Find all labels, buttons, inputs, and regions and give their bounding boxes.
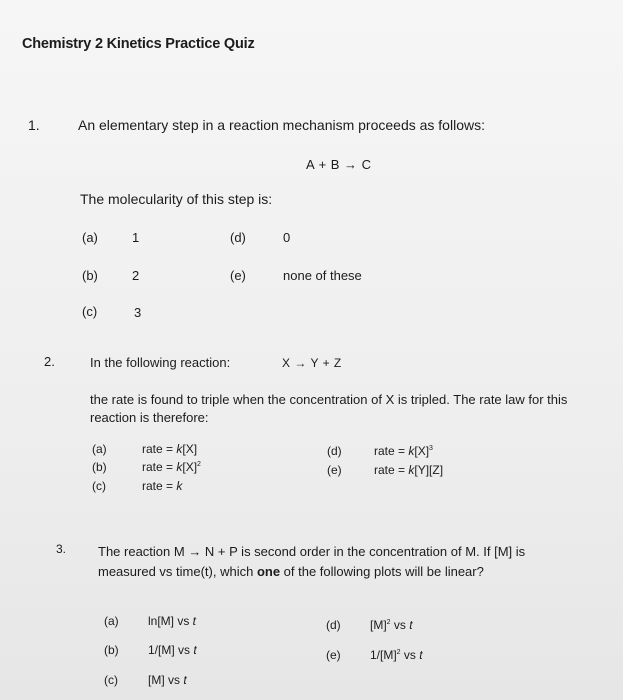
q2-option-b-exponent: 2 bbox=[197, 461, 201, 468]
q2-option-a-prefix: rate = bbox=[142, 442, 177, 456]
question-3-number: 3. bbox=[56, 542, 67, 556]
q2-option-a-conc: [X] bbox=[182, 442, 198, 456]
q2-option-c-k: k bbox=[176, 479, 183, 493]
q1-option-c-letter: (c) bbox=[82, 304, 98, 319]
q3-option-d-letter: (d) bbox=[326, 618, 341, 632]
q3-option-e-text: 1/[M] bbox=[370, 648, 397, 662]
q2-option-b-expression bbox=[142, 460, 201, 474]
q2-option-e-expression bbox=[374, 463, 443, 477]
q3-option-d-text: [M] bbox=[370, 618, 387, 632]
q3-option-a-text: ln[M] vs bbox=[148, 614, 193, 628]
q3-option-c-text: [M] vs bbox=[148, 673, 184, 687]
q3-option-b-text: 1/[M] vs bbox=[148, 643, 194, 657]
question-2-body-line1: the rate is found to triple when the concentration of X is tripled. The rate law for this bbox=[90, 392, 568, 407]
q3-option-a-var: t bbox=[192, 614, 197, 628]
question-1-number: 1. bbox=[28, 117, 40, 133]
q1-option-a-text: 1 bbox=[132, 230, 140, 245]
q1-option-e-text: none of these bbox=[283, 268, 362, 283]
q3-option-e-var: t bbox=[419, 648, 423, 662]
q2-option-d-exponent: 3 bbox=[429, 445, 433, 452]
q3-option-e-letter: (e) bbox=[326, 648, 341, 662]
q3-option-b-expression bbox=[148, 643, 197, 657]
question-3-line2-end: of the following plots will be linear? bbox=[280, 564, 484, 579]
q2-option-d-k: k bbox=[408, 444, 415, 458]
q2-option-d-prefix: rate = bbox=[374, 444, 409, 458]
q2-option-d-conc: [X] bbox=[414, 444, 430, 458]
q2-option-c-expression bbox=[142, 479, 182, 493]
question-3-line2 bbox=[98, 564, 484, 579]
q1-option-d-letter: (d) bbox=[230, 230, 246, 245]
q2-option-c-letter: (c) bbox=[92, 479, 106, 493]
q3-option-c-var: t bbox=[183, 673, 187, 687]
question-2-body-line2: reaction is therefore: bbox=[90, 410, 209, 425]
q1-option-c-text: 3 bbox=[134, 305, 142, 320]
q2-option-c-prefix: rate = bbox=[142, 479, 177, 493]
q2-option-b-letter: (b) bbox=[92, 460, 107, 474]
q1-option-e-letter: (e) bbox=[230, 268, 246, 283]
q3-option-a-expression bbox=[148, 614, 196, 628]
q2-option-e-prefix: rate = bbox=[374, 463, 409, 477]
q3-option-d-var: t bbox=[409, 618, 413, 632]
q3-option-d-expression bbox=[370, 618, 413, 632]
question-3-line2-start: measured vs time(t), which bbox=[98, 564, 257, 579]
question-2-number: 2. bbox=[44, 354, 55, 369]
q2-option-b-k: k bbox=[176, 460, 183, 474]
q3-option-c-letter: (c) bbox=[104, 673, 118, 687]
q2-option-a-k: k bbox=[176, 442, 183, 456]
question-1-subprompt: The molecularity of this step is: bbox=[80, 191, 273, 207]
q3-option-e-exponent: 2 bbox=[396, 649, 401, 656]
q1-option-d-text: 0 bbox=[283, 230, 291, 245]
question-3-emphasis: one bbox=[256, 564, 281, 579]
question-2-reaction: X → Y + Z bbox=[282, 356, 342, 370]
question-3-line1: The reaction M → N + P is second order in the concentration of M. If [M] is bbox=[98, 544, 526, 559]
q2-option-b-conc: [X] bbox=[182, 460, 198, 474]
q2-option-a-letter: (a) bbox=[92, 442, 107, 456]
q1-option-b-text: 2 bbox=[132, 268, 140, 283]
q3-option-c-expression bbox=[148, 673, 187, 687]
q3-option-e-vs: vs bbox=[400, 648, 420, 662]
q3-option-d-exponent: 2 bbox=[386, 619, 391, 626]
q2-option-e-k: k bbox=[408, 463, 415, 477]
q2-option-b-prefix: rate = bbox=[142, 460, 177, 474]
q2-option-d-letter: (d) bbox=[327, 444, 342, 458]
q2-option-d-expression bbox=[374, 444, 433, 458]
q3-option-e-expression bbox=[370, 648, 423, 662]
q1-option-a-letter: (a) bbox=[82, 230, 98, 245]
q3-option-b-var: t bbox=[193, 643, 197, 657]
q2-option-a-expression bbox=[142, 442, 197, 456]
question-1-prompt: An elementary step in a reaction mechanism proceeds as follows: bbox=[78, 117, 485, 133]
q3-option-b-letter: (b) bbox=[104, 643, 119, 657]
q2-option-e-letter: (e) bbox=[327, 463, 342, 477]
page-title: Chemistry 2 Kinetics Practice Quiz bbox=[22, 36, 255, 52]
question-1-reaction: A + B → C bbox=[306, 157, 372, 172]
q1-option-b-letter: (b) bbox=[82, 268, 98, 283]
question-2-prompt: In the following reaction: bbox=[90, 355, 231, 370]
q3-option-a-letter: (a) bbox=[104, 614, 119, 628]
q2-option-e-conc: [Y][Z] bbox=[414, 463, 444, 477]
q3-option-d-vs: vs bbox=[390, 618, 410, 632]
